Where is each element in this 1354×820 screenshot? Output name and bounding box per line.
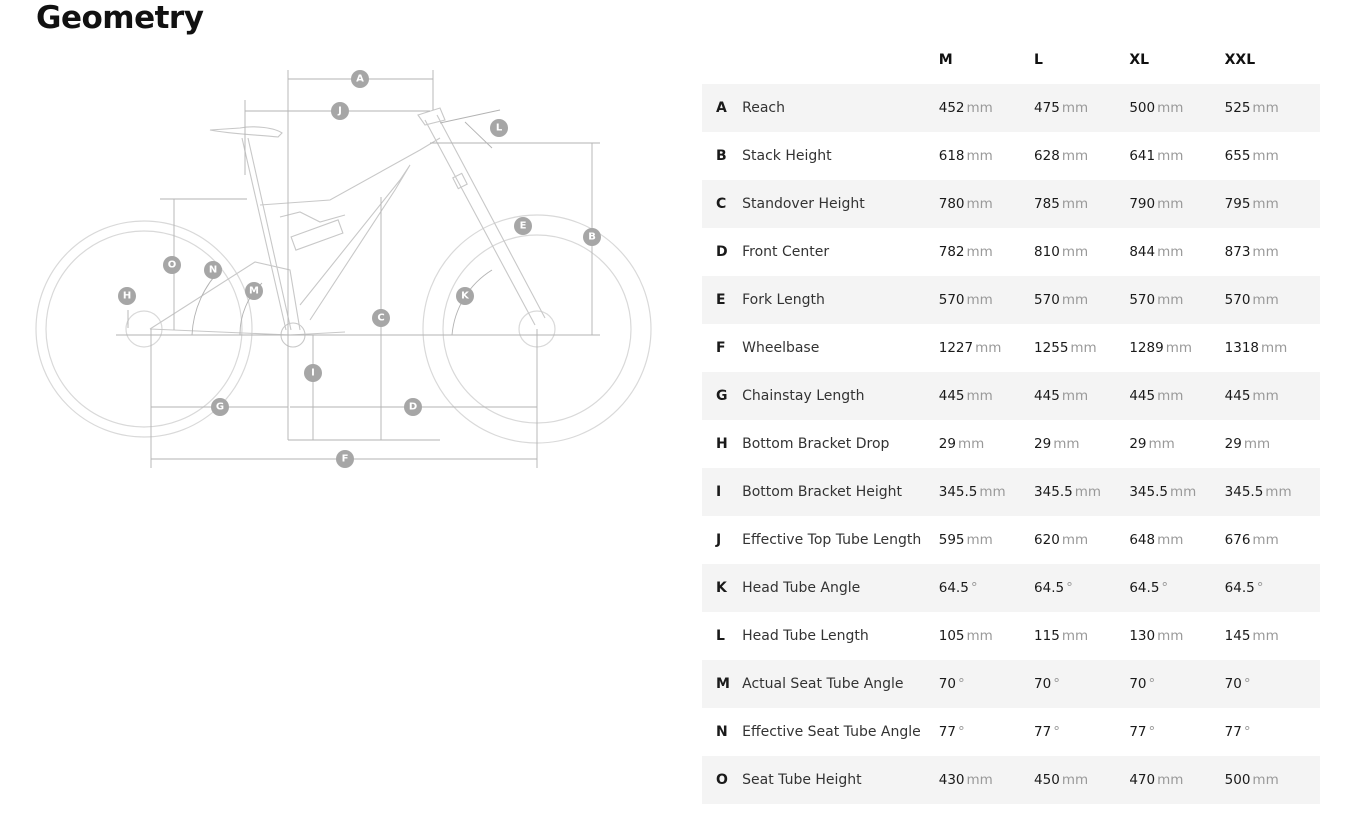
measurement-unit: mm [1252, 532, 1279, 548]
badge-g [211, 398, 229, 416]
svg-text:O: O [167, 259, 177, 271]
measurement-unit: mm [966, 100, 993, 116]
measurement-unit: mm [1157, 148, 1184, 164]
badge-l [490, 119, 508, 137]
measurement-unit: mm [1053, 436, 1080, 452]
measurement-unit: ° [957, 676, 965, 692]
measurement-letter: G [716, 388, 728, 404]
measurement-unit: mm [1157, 100, 1184, 116]
measurement-unit: mm [1061, 388, 1089, 404]
measurement-unit: mm [1170, 484, 1197, 500]
badge-m [245, 282, 263, 300]
measurement-value: 70 [938, 676, 956, 692]
measurement-unit: ° [970, 580, 978, 596]
measurement-unit: mm [1157, 196, 1184, 212]
badge-h [118, 287, 136, 305]
table-row [702, 276, 1320, 324]
measurement-value-cell [1034, 660, 1129, 708]
measurement-value-cell [1034, 180, 1129, 228]
size-header-row [702, 36, 1320, 84]
measurement-value-cell [1129, 228, 1224, 276]
measurement-unit: mm [957, 436, 985, 452]
measurement-value-cell [939, 564, 1034, 612]
measurement-value-cell [1225, 612, 1320, 660]
measurement-letter: B [716, 148, 727, 164]
blank-header [742, 36, 939, 84]
badge-f [336, 450, 354, 468]
measurement-unit: mm [1061, 100, 1089, 116]
measurement-value-cell [939, 276, 1034, 324]
measurement-unit: mm [975, 340, 1002, 356]
measurement-unit: mm [966, 148, 993, 164]
svg-text:K: K [461, 290, 469, 302]
measurement-value: 145 [1224, 628, 1251, 644]
measurement-unit: mm [1252, 148, 1279, 164]
measurement-value: 873 [1224, 244, 1251, 260]
badge-i [304, 364, 322, 382]
measurement-value-cell [1225, 564, 1320, 612]
measurement-unit: mm [1061, 532, 1089, 548]
measurement-value: 345.5 [1129, 484, 1168, 500]
measurement-unit: mm [1157, 244, 1184, 260]
measurement-value-cell [1129, 516, 1224, 564]
measurement-value: 64.5 [1034, 580, 1065, 596]
measurement-value-cell [1129, 132, 1224, 180]
measurement-value-cell [939, 372, 1034, 420]
measurement-name: Head Tube Angle [742, 580, 861, 596]
size-header: XL [1129, 52, 1150, 68]
measurement-unit: ° [1243, 724, 1251, 740]
measurement-unit: mm [979, 484, 1006, 500]
measurement-value: 64.5 [1224, 580, 1255, 596]
measurement-unit: mm [1157, 292, 1184, 308]
table-row [702, 324, 1320, 372]
table-row [702, 228, 1320, 276]
measurement-value-cell [1129, 708, 1224, 756]
measurement-letter: N [716, 724, 728, 740]
measurement-value-cell [939, 324, 1034, 372]
measurement-value: 655 [1224, 148, 1251, 164]
table-row [702, 180, 1320, 228]
measurement-value-cell [1225, 708, 1320, 756]
measurement-value-cell [1225, 324, 1320, 372]
table-row [702, 84, 1320, 132]
measurement-value: 29 [938, 436, 956, 452]
table-row [702, 468, 1320, 516]
measurement-value-cell [1225, 276, 1320, 324]
measurement-value-cell [1034, 84, 1129, 132]
svg-text:E: E [519, 220, 527, 232]
svg-text:D: D [408, 401, 418, 413]
measurement-unit: mm [1252, 388, 1279, 404]
table-row [702, 420, 1320, 468]
table-row [702, 612, 1320, 660]
badge-j [331, 102, 349, 120]
measurement-name: Actual Seat Tube Angle [742, 676, 904, 692]
measurement-letter: F [716, 340, 726, 356]
measurement-value-cell [1129, 756, 1224, 804]
measurement-value: 525 [1224, 100, 1251, 116]
badge-n [204, 261, 222, 279]
measurement-unit: mm [1252, 628, 1279, 644]
measurement-name: Fork Length [742, 292, 825, 308]
measurement-letter: D [716, 244, 728, 260]
measurement-letter: O [716, 772, 728, 788]
table-row [702, 564, 1320, 612]
measurement-unit: mm [1157, 532, 1184, 548]
measurement-value-cell [1129, 372, 1224, 420]
measurement-unit: mm [966, 532, 993, 548]
measurement-value-cell [1129, 276, 1224, 324]
measurement-value: 77 [1034, 724, 1052, 740]
table-row [702, 756, 1320, 804]
badge-o [163, 256, 181, 274]
measurement-value: 130 [1129, 628, 1156, 644]
measurement-unit: mm [1265, 484, 1292, 500]
measurement-value: 445 [1034, 388, 1060, 404]
badge-d [404, 398, 422, 416]
measurement-value-cell [1129, 468, 1224, 516]
table-row [702, 516, 1320, 564]
measurement-value-cell [1225, 420, 1320, 468]
measurement-unit: ° [1243, 676, 1251, 692]
badge-a [351, 70, 369, 88]
measurement-value-cell [1034, 324, 1129, 372]
measurement-value-cell [1225, 132, 1320, 180]
measurement-letter: H [716, 436, 728, 452]
svg-text:J: J [338, 105, 342, 117]
measurement-value-cell [1129, 612, 1224, 660]
svg-text:I: I [311, 367, 315, 379]
measurement-unit: mm [1252, 772, 1279, 788]
measurement-unit: mm [966, 292, 993, 308]
measurement-value-cell [1129, 324, 1224, 372]
measurement-value-cell [1225, 756, 1320, 804]
dimension-lines [116, 70, 600, 468]
measurement-value: 790 [1129, 196, 1156, 212]
measurement-value: 445 [1129, 388, 1156, 404]
measurement-name: Head Tube Length [742, 628, 869, 644]
measurement-value-cell [1225, 84, 1320, 132]
measurement-value-cell [1225, 516, 1320, 564]
svg-text:F: F [341, 453, 349, 465]
measurement-value: 570 [1224, 292, 1251, 308]
measurement-unit: mm [1157, 772, 1184, 788]
svg-text:L: L [495, 122, 503, 134]
svg-text:A: A [356, 73, 364, 85]
measurement-unit: ° [1053, 724, 1060, 740]
measurement-value: 64.5 [1129, 580, 1160, 596]
measurement-value-cell [1129, 420, 1224, 468]
measurement-value: 452 [938, 100, 965, 116]
measurement-name: Chainstay Length [742, 388, 865, 404]
measurement-value-cell [1129, 564, 1224, 612]
measurement-unit: mm [1070, 340, 1097, 356]
svg-text:B: B [588, 231, 596, 243]
measurement-letter: I [716, 484, 722, 500]
measurement-value: 450 [1034, 772, 1060, 788]
measurement-value-cell [939, 180, 1034, 228]
measurement-value: 641 [1129, 148, 1156, 164]
measurement-value-cell [1225, 660, 1320, 708]
measurement-value: 1227 [938, 340, 974, 356]
measurement-value: 70 [1129, 676, 1147, 692]
measurement-name: Standover Height [742, 196, 865, 212]
badge-b [583, 228, 601, 246]
measurement-unit: mm [1148, 436, 1175, 452]
measurement-value: 795 [1224, 196, 1251, 212]
measurement-unit: ° [1256, 580, 1264, 596]
measurement-value: 29 [1224, 436, 1242, 452]
measurement-value-cell [1034, 564, 1129, 612]
badge-k [456, 287, 474, 305]
measurement-value: 345.5 [938, 484, 978, 500]
measurement-value-cell [1034, 420, 1129, 468]
measurement-value: 844 [1129, 244, 1156, 260]
measurement-value: 595 [938, 532, 965, 548]
measurement-letter: E [716, 292, 726, 308]
measurement-value: 570 [938, 292, 965, 308]
measurement-value: 676 [1224, 532, 1251, 548]
measurement-letter: K [716, 580, 727, 596]
measurement-unit: mm [1243, 436, 1271, 452]
measurement-value: 345.5 [1224, 484, 1264, 500]
measurement-value: 780 [938, 196, 965, 212]
geometry-table [702, 36, 1320, 804]
page-title: Geometry [36, 0, 204, 36]
measurement-unit: mm [1061, 244, 1089, 260]
measurement-name: Bottom Bracket Height [742, 484, 903, 500]
measurement-value: 648 [1129, 532, 1156, 548]
svg-text:M: M [249, 285, 259, 297]
measurement-value: 70 [1224, 676, 1242, 692]
measurement-value: 1255 [1034, 340, 1069, 356]
measurement-value-cell [1034, 276, 1129, 324]
measurement-value: 782 [938, 244, 965, 260]
measurement-unit: ° [1148, 724, 1156, 740]
svg-text:G: G [215, 401, 225, 413]
measurement-value-cell [939, 228, 1034, 276]
measurement-value: 475 [1034, 100, 1060, 116]
measurement-letter: L [716, 628, 725, 644]
measurement-value-cell [939, 132, 1034, 180]
measurement-unit: ° [1148, 676, 1156, 692]
measurement-unit: ° [1161, 580, 1169, 596]
measurement-value: 500 [1224, 772, 1251, 788]
measurement-unit: mm [1165, 340, 1193, 356]
measurement-value-cell [939, 84, 1034, 132]
measurement-unit: ° [1066, 580, 1073, 596]
badge-e [514, 217, 532, 235]
measurement-value: 620 [1034, 532, 1060, 548]
measurement-name: Seat Tube Height [742, 772, 862, 788]
table-row [702, 708, 1320, 756]
measurement-value-cell [1034, 132, 1129, 180]
measurement-value: 105 [938, 628, 965, 644]
measurement-name: Effective Seat Tube Angle [742, 724, 921, 740]
measurement-unit: mm [1061, 148, 1089, 164]
measurement-value: 77 [1129, 724, 1147, 740]
svg-text:H: H [122, 290, 132, 302]
measurement-value: 29 [1034, 436, 1052, 452]
measurement-value-cell [939, 612, 1034, 660]
measurement-unit: mm [1061, 628, 1089, 644]
measurement-value-cell [1034, 708, 1129, 756]
measurement-value-cell [1034, 468, 1129, 516]
measurement-value-cell [1034, 228, 1129, 276]
size-header: L [1034, 52, 1043, 68]
measurement-value-cell [1034, 516, 1129, 564]
measurement-letter: A [716, 100, 727, 116]
measurement-value: 29 [1129, 436, 1147, 452]
measurement-value: 115 [1034, 628, 1060, 644]
measurement-value-cell [1034, 372, 1129, 420]
measurement-value: 77 [938, 724, 956, 740]
measurement-unit: mm [966, 244, 993, 260]
measurement-unit: mm [1061, 772, 1089, 788]
measurement-name: Effective Top Tube Length [742, 532, 922, 548]
table-row [702, 372, 1320, 420]
measurement-unit: ° [957, 724, 965, 740]
measurement-unit: mm [1157, 388, 1184, 404]
measurement-value: 445 [1224, 388, 1251, 404]
measurement-unit: mm [966, 628, 993, 644]
measurement-name: Front Center [742, 244, 830, 260]
measurement-name: Reach [742, 100, 785, 116]
measurement-value: 1289 [1129, 340, 1164, 356]
blank-header [702, 36, 742, 84]
measurement-letter: J [716, 532, 722, 548]
measurement-letter: C [716, 196, 727, 212]
measurement-value: 430 [938, 772, 965, 788]
measurement-value: 785 [1034, 196, 1060, 212]
measurement-value: 445 [938, 388, 965, 404]
measurement-unit: mm [1252, 244, 1279, 260]
measurement-value: 70 [1034, 676, 1052, 692]
measurement-letter: M [716, 676, 730, 692]
measurement-value-cell [1225, 468, 1320, 516]
measurement-value: 618 [938, 148, 965, 164]
measurement-value-cell [1129, 660, 1224, 708]
measurement-unit: mm [966, 388, 993, 404]
badge-c [372, 309, 390, 327]
measurement-unit: mm [1252, 196, 1279, 212]
svg-text:C: C [377, 312, 385, 324]
measurement-unit: mm [1261, 340, 1288, 356]
measurement-value-cell [1034, 756, 1129, 804]
measurement-unit: ° [1053, 676, 1060, 692]
measurement-unit: mm [966, 772, 993, 788]
measurement-value-cell [939, 420, 1034, 468]
measurement-value: 1318 [1224, 340, 1259, 356]
measurement-value-cell [1225, 228, 1320, 276]
measurement-unit: mm [1061, 196, 1089, 212]
measurement-unit: mm [1074, 484, 1102, 500]
measurement-value-cell [1129, 84, 1224, 132]
measurement-value-cell [939, 516, 1034, 564]
measurement-name: Wheelbase [742, 340, 820, 356]
measurement-value-cell [1225, 372, 1320, 420]
table-row [702, 132, 1320, 180]
measurement-value-cell [939, 708, 1034, 756]
measurement-value-cell [939, 660, 1034, 708]
measurement-value: 470 [1129, 772, 1156, 788]
measurement-value: 810 [1034, 244, 1060, 260]
measurement-unit: mm [1252, 292, 1279, 308]
measurement-value: 570 [1129, 292, 1156, 308]
measurement-unit: mm [1252, 100, 1279, 116]
size-header: M [938, 52, 953, 68]
measurement-name: Stack Height [742, 148, 832, 164]
measurement-value-cell [1034, 612, 1129, 660]
measurement-value-cell [939, 468, 1034, 516]
measurement-value: 500 [1129, 100, 1156, 116]
measurement-name: Bottom Bracket Drop [742, 436, 890, 452]
measurement-value: 77 [1224, 724, 1242, 740]
measurement-value-cell [939, 756, 1034, 804]
measurement-unit: mm [1061, 292, 1089, 308]
measurement-unit: mm [966, 196, 993, 212]
measurement-value: 64.5 [938, 580, 969, 596]
table-row [702, 660, 1320, 708]
size-header: XXL [1224, 52, 1256, 68]
measurement-value-cell [1129, 180, 1224, 228]
measurement-value-cell [1225, 180, 1320, 228]
svg-text:N: N [208, 264, 218, 276]
measurement-value: 345.5 [1034, 484, 1073, 500]
measurement-value: 570 [1034, 292, 1060, 308]
measurement-unit: mm [1157, 628, 1184, 644]
measurement-value: 628 [1034, 148, 1060, 164]
bike-geometry-diagram [0, 0, 700, 500]
